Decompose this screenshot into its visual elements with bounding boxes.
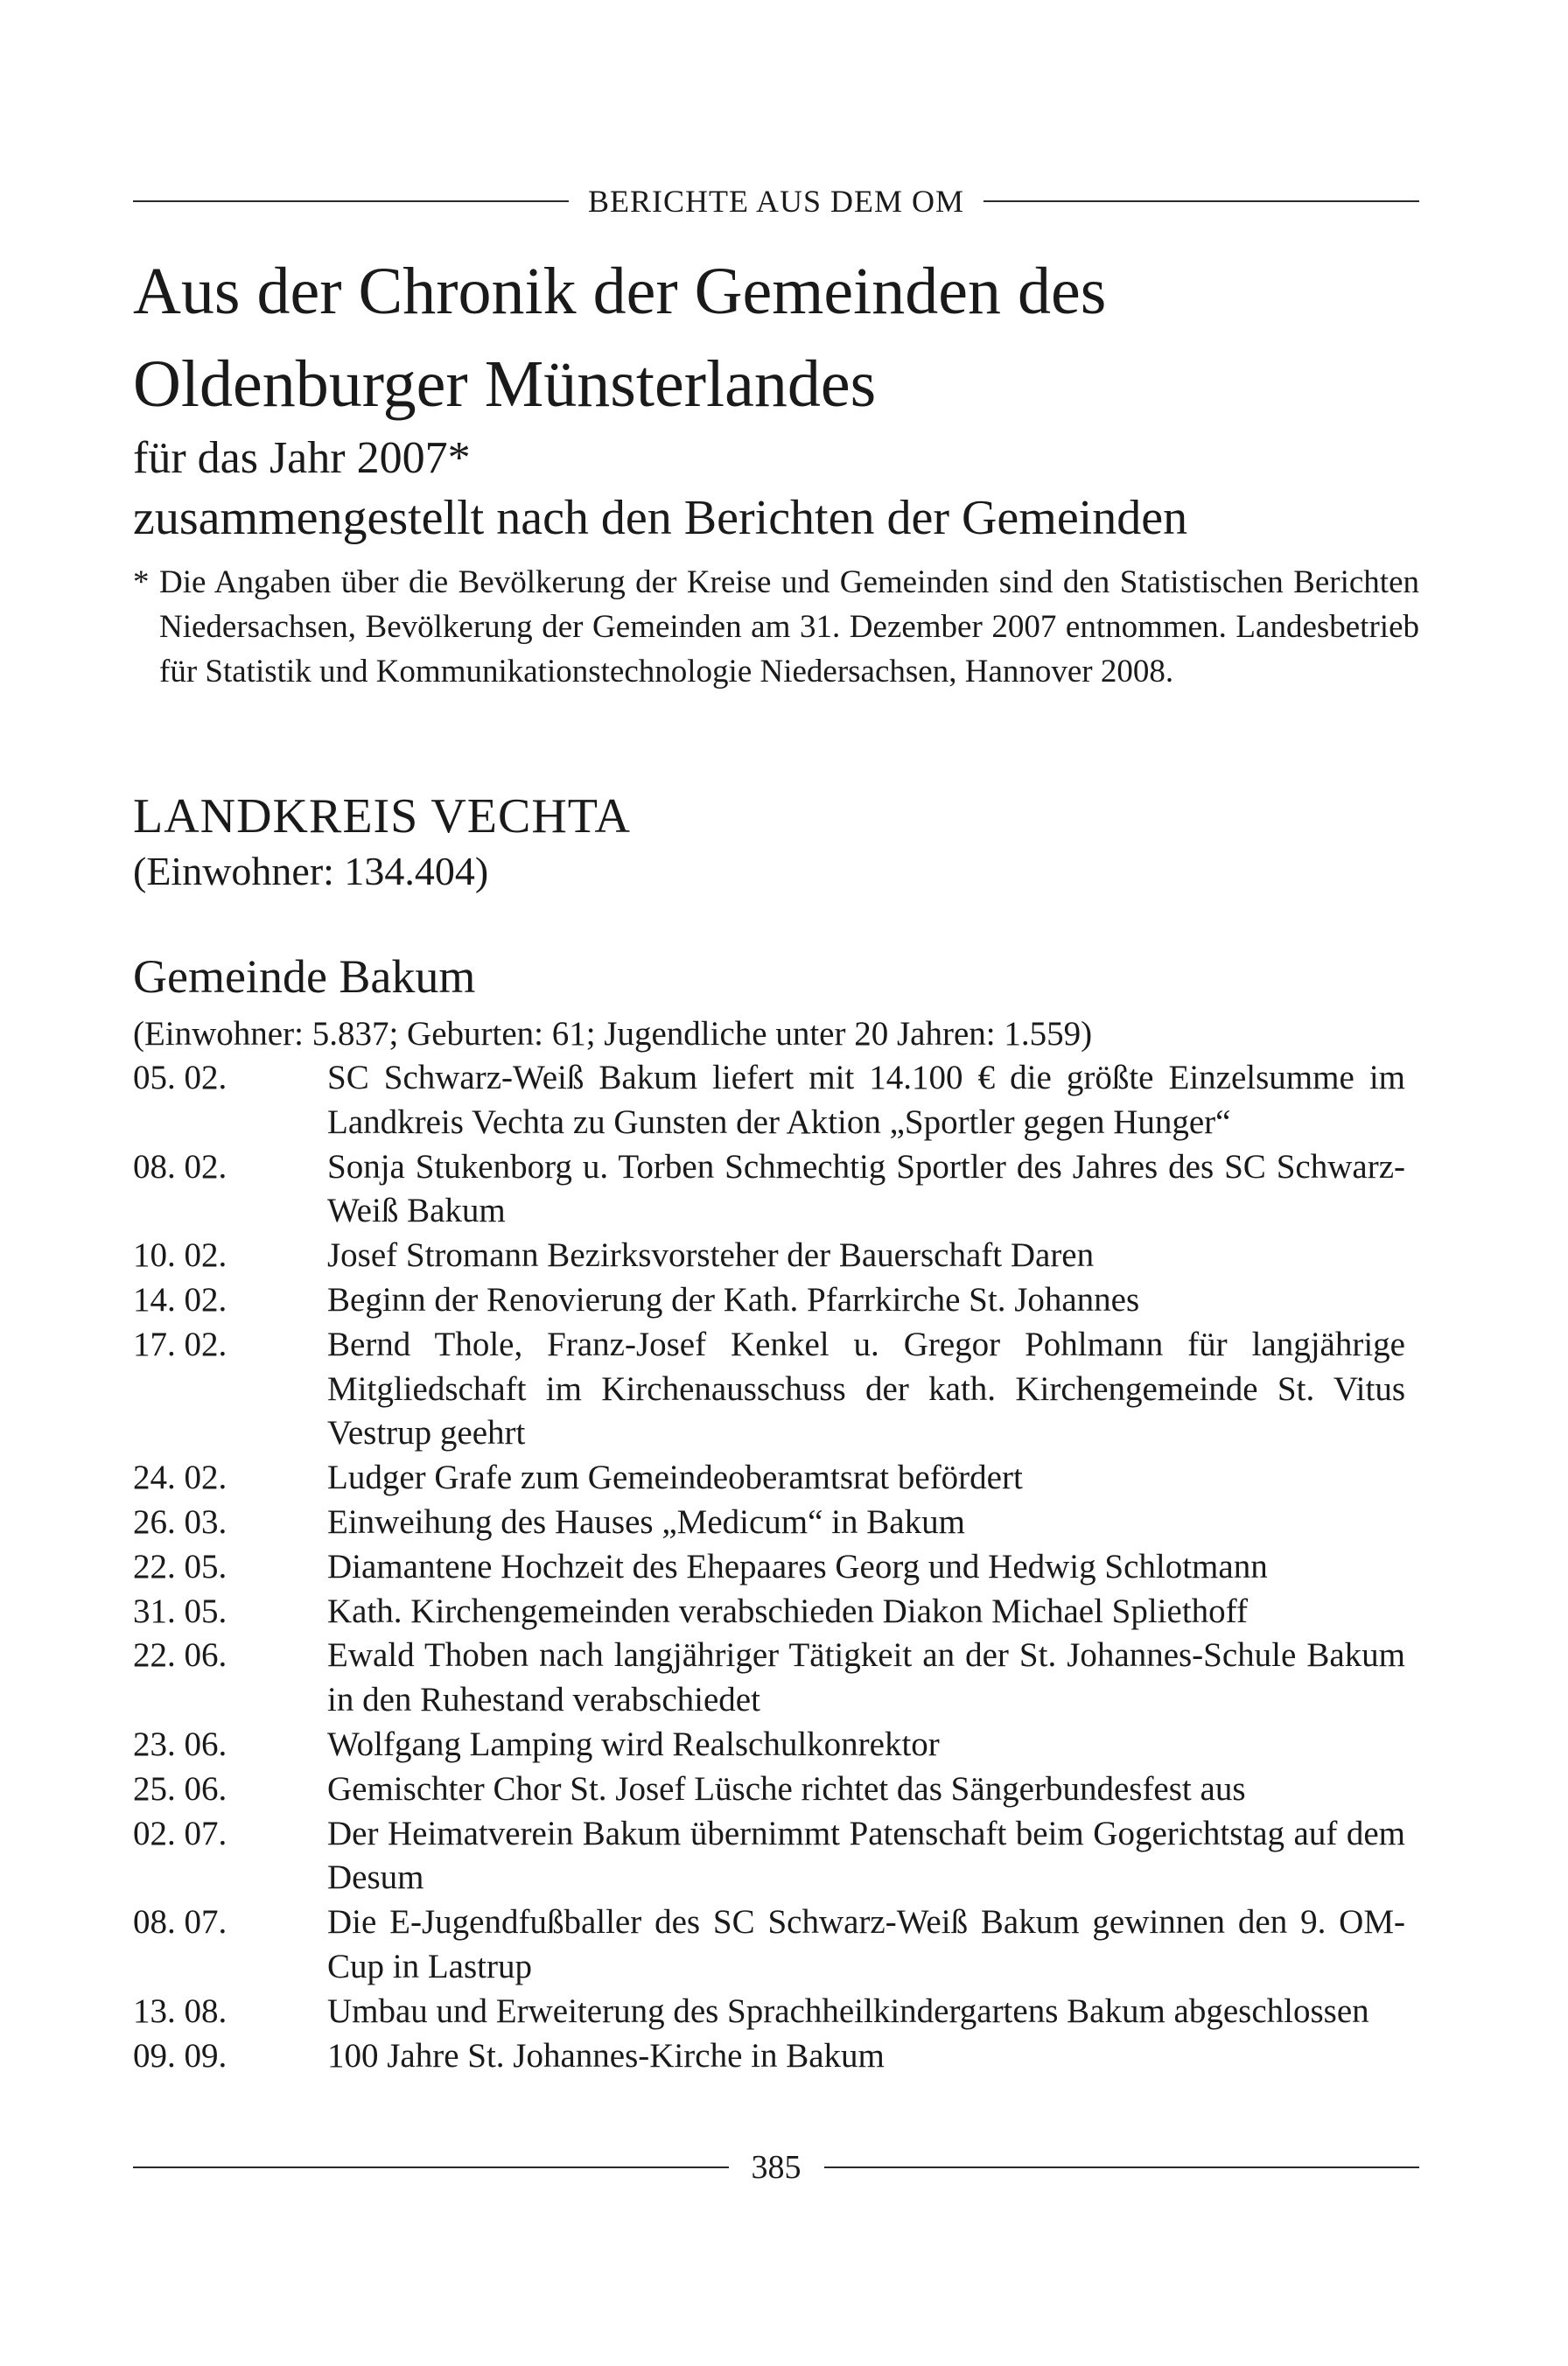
footnote <box>133 560 1419 694</box>
running-head <box>133 186 1419 217</box>
entry-text: Einweihung des Hauses „Medicum“ in Bakum <box>327 1502 965 1541</box>
chronicle-list <box>133 1056 1419 2078</box>
entry-text: 100 Jahre St. Johannes-Kirche in Bakum <box>327 2036 885 2075</box>
entry-date: 22. 06. <box>133 1636 228 1675</box>
entry-date: 22. 05. <box>133 1547 228 1586</box>
entry-text: Sonja Stukenborg u. Torben Schmechtig Sportler des Jahres des SC Schwarz-Weiß Bakum <box>327 1147 1405 1230</box>
running-head-rule-left <box>133 200 569 202</box>
list-item <box>133 1812 1419 1901</box>
list-item <box>133 1145 1419 1235</box>
page-footer <box>133 2151 1419 2184</box>
list-item <box>133 1501 1419 1545</box>
footer-rule-right <box>824 2166 1420 2168</box>
entry-text: Umbau und Erweiterung des Sprachheilkindergartens Bakum abgeschlossen <box>327 1992 1369 2030</box>
list-item <box>133 1723 1419 1768</box>
list-item <box>133 1590 1419 1634</box>
municipality-heading: Gemeinde Bakum <box>133 950 476 1003</box>
district-population: (Einwohner: 134.404) <box>133 849 489 893</box>
list-item <box>133 1768 1419 1812</box>
entry-date: 17. 02. <box>133 1325 228 1363</box>
running-head-rule-right <box>984 200 1419 202</box>
entry-date: 31. 05. <box>133 1592 228 1630</box>
list-item <box>133 1234 1419 1278</box>
running-head-text: BERICHTE AUS DEM OM <box>587 184 965 219</box>
municipality-stats: (Einwohner: 5.837; Geburten: 61; Jugendliche unter 20 Jahren: 1.559) <box>133 1015 1093 1053</box>
list-item <box>133 1900 1419 1990</box>
entry-date: 14. 02. <box>133 1280 228 1319</box>
list-item <box>133 1456 1419 1501</box>
subtitle-compiled: zusammengestellt nach den Berichten der Gemeinden <box>133 491 1188 545</box>
entry-text: Bernd Thole, Franz-Josef Kenkel u. Gregor Pohlmann für langjährige Mitgliedschaft im Kirchenausschuss der kath. Kirchengemeinde St. Vitus Vestrup geehrt <box>327 1325 1405 1452</box>
list-item <box>133 1990 1419 2034</box>
entry-date: 13. 08. <box>133 1992 228 2030</box>
footnote-marker: * <box>133 564 150 600</box>
page-number: 385 <box>751 2149 802 2186</box>
entry-date: 10. 02. <box>133 1236 228 1275</box>
list-item <box>133 1323 1419 1456</box>
district-heading: LANDKREIS VECHTA <box>133 789 631 844</box>
document-page <box>133 0 1419 2366</box>
entry-date: 23. 06. <box>133 1725 228 1763</box>
entry-text: Wolfgang Lamping wird Realschulkonrektor <box>327 1725 940 1763</box>
entry-text: Der Heimatverein Bakum übernimmt Patenschaft beim Gogerichtstag auf dem Desum <box>327 1814 1405 1897</box>
entry-text: Gemischter Chor St. Josef Lüsche richtet das Sängerbundesfest aus <box>327 1769 1246 1808</box>
entry-text: Ludger Grafe zum Gemeindeoberamtsrat befördert <box>327 1459 1023 1497</box>
list-item <box>133 1278 1419 1323</box>
list-item <box>133 1545 1419 1590</box>
article-title <box>133 245 1419 430</box>
entry-date: 09. 09. <box>133 2036 228 2075</box>
entry-text: Diamantene Hochzeit des Ehepaares Georg und Hedwig Schlotmann <box>327 1547 1268 1586</box>
footnote-text: Die Angaben über die Bevölkerung der Kreise und Gemeinden sind den Statistischen Berichten Niedersachsen, Bevölkerung der Gemeinden am 31. Dezember 2007 entnommen. Landesbetrieb für Statistik und Kommunikationstechnologie Niedersachsen, Hannover 2008. <box>159 564 1419 690</box>
article-title-line-1: Aus der Chronik der Gemeinden des <box>133 255 1107 328</box>
footer-rule-left <box>133 2166 729 2168</box>
entry-date: 26. 03. <box>133 1502 228 1541</box>
entry-text: Kath. Kirchengemeinden verabschieden Diakon Michael Spliethoff <box>327 1592 1248 1630</box>
list-item <box>133 2034 1419 2079</box>
entry-date: 25. 06. <box>133 1769 228 1808</box>
entry-text: Ewald Thoben nach langjähriger Tätigkeit an der St. Johannes-Schule Bakum in den Ruhestand verabschiedet <box>327 1636 1405 1719</box>
list-item <box>133 1634 1419 1723</box>
entry-date: 08. 02. <box>133 1147 228 1186</box>
entry-date: 05. 02. <box>133 1059 228 1096</box>
entry-date: 24. 02. <box>133 1459 228 1497</box>
entry-text: Josef Stromann Bezirksvorsteher der Bauerschaft Daren <box>327 1236 1095 1275</box>
entry-text: Die E-Jugendfußballer des SC Schwarz-Weiß Bakum gewinnen den 9. OM-Cup in Lastrup <box>327 1903 1405 1985</box>
list-item <box>133 1056 1419 1145</box>
subtitle-year: für das Jahr 2007* <box>133 433 471 483</box>
entry-date: 02. 07. <box>133 1814 228 1852</box>
entry-text: Beginn der Renovierung der Kath. Pfarrkirche St. Johannes <box>327 1280 1140 1319</box>
article-title-line-2: Oldenburger Münsterlandes <box>133 347 877 421</box>
entry-date: 08. 07. <box>133 1903 228 1942</box>
entry-text: SC Schwarz-Weiß Bakum liefert mit 14.100 € die größte Einzelsumme im Landkreis Vechta zu Gunsten der Aktion „Sportler gegen Hunger“ <box>327 1059 1405 1141</box>
